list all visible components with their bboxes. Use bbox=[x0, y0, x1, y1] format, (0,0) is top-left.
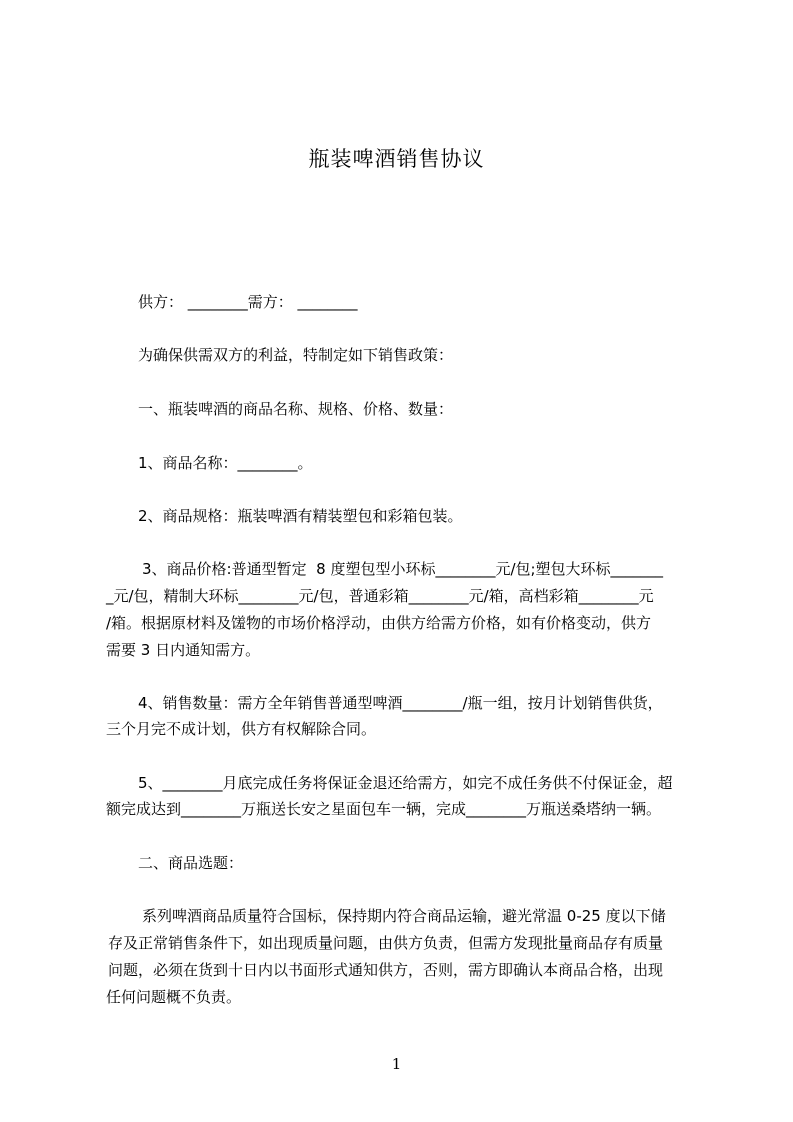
section2-line-1: 系列啤酒商品质量符合国标，保持期内符合商品运输，避光常温 0-25 度以下储 bbox=[142, 907, 666, 925]
item5-line-1: 5、________月底完成任务将保证金退还给需方，如完不成任务供不付保证金，超 bbox=[138, 774, 673, 792]
section2-heading: 二、商品选题： bbox=[138, 854, 244, 872]
document-title: 瓶装啤酒销售协议 bbox=[308, 147, 485, 171]
section2-line-3: 问题，必须在货到十日内以书面形式通知供方，否则，需方即确认本商品合格，出现 bbox=[108, 961, 664, 979]
intro-paragraph: 为确保供需双方的利益，特制定如下销售政策： bbox=[138, 346, 454, 364]
item5-line-2: 额完成达到________万瓶送长安之星面包车一辆，完成________万瓶送桑塔纳一辆。 bbox=[106, 800, 662, 818]
item1-paragraph: 1、商品名称：________。 bbox=[138, 454, 313, 472]
item4-line-2: 三个月完不成计划，供方有权解除合同。 bbox=[106, 720, 377, 738]
section1-heading: 一、瓶装啤酒的商品名称、规格、价格、数量： bbox=[138, 400, 454, 418]
section2-line-4: 任何问题概不负责。 bbox=[106, 988, 242, 1006]
item3-line-4: 需要 3 日内通知需方。 bbox=[106, 641, 261, 659]
item4-line-1: 4、销售数量：需方全年销售普通型啤酒________/瓶一组，按月计划销售供货， bbox=[138, 694, 663, 712]
item3-line-1: 3、商品价格:普通型暂定 8 度塑包型小环标________元/包;塑包大环标_______ bbox=[142, 560, 664, 578]
item3-line-2: _元/包，精制大环标________元/包，普通彩箱________元/箱，高档彩箱________元 bbox=[106, 587, 654, 605]
item3-line-3: /箱。根据原材料及馐物的市场价格浮动，由供方给需方价格，如有价格变动，供方 bbox=[106, 614, 652, 632]
parties-line: 供方： ________需方： ________ bbox=[138, 293, 358, 311]
item2-paragraph: 2、商品规格：瓶装啤酒有精装塑包和彩箱包装。 bbox=[138, 507, 463, 525]
section2-line-2: 存及正常销售条件下，如出现质量问题，由供方负责，但需方发现批量商品存有质量 bbox=[108, 934, 664, 952]
page-number: 1 bbox=[391, 1055, 402, 1073]
